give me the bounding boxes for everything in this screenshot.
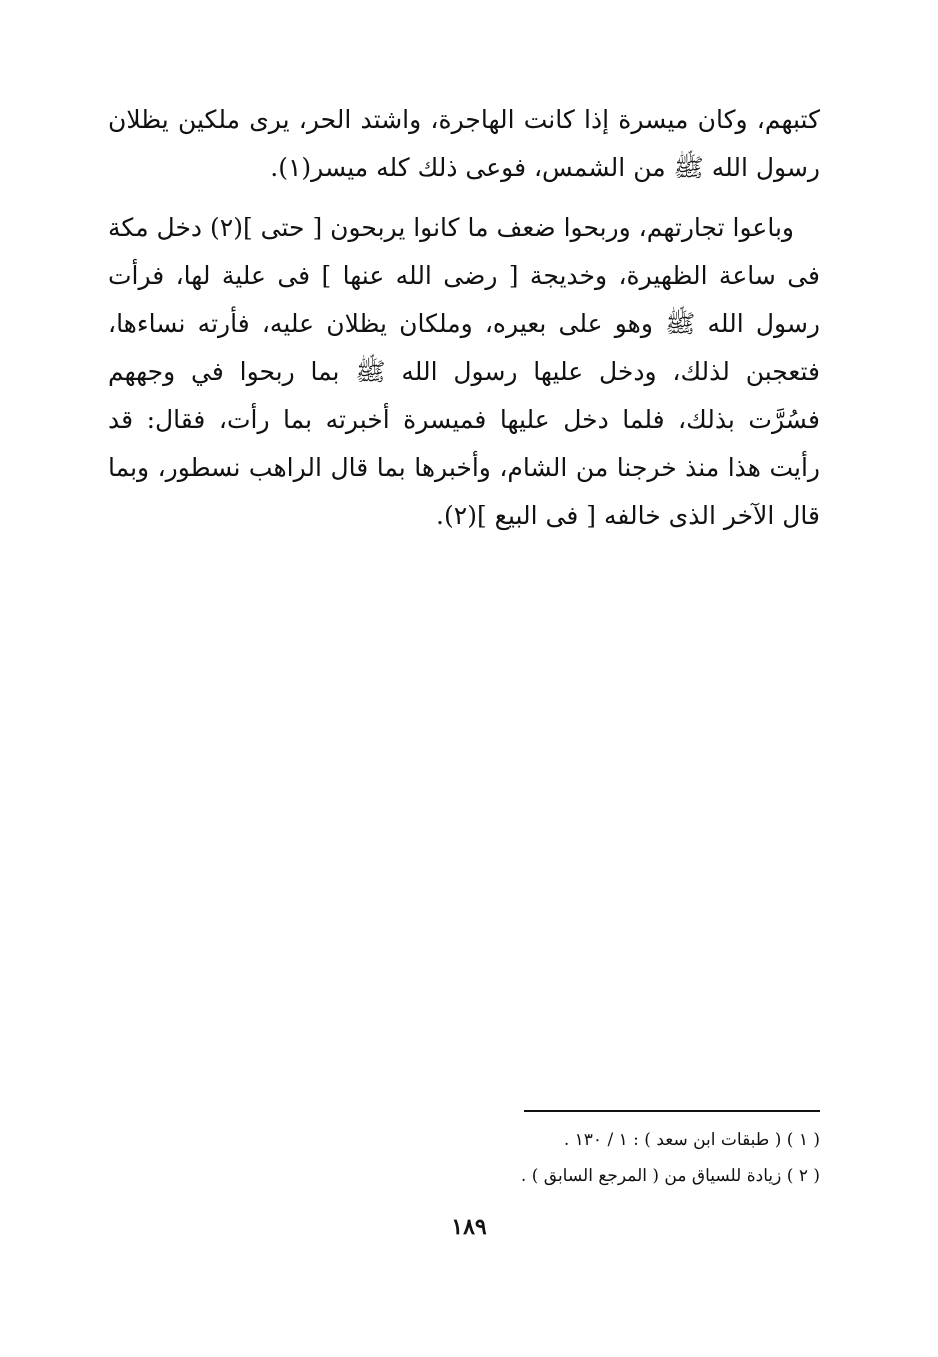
footnote-1: ( ١ ) ( طبقات ابن سعد ) : ١ / ١٣٠ . (563, 1130, 820, 1150)
paragraph-2: وباعوا تجارتهم، وربحوا ضعف ما كانوا يربحون [ حتى ](٢) دخل مكة فى ساعة الظهيرة، وخديجة [ رضى الله عنها ] فى علية لها، فرأت رسول الله ﷺ وهو على بعيره، وملكان يظلان عليه، فأرته نساءها، فتعجبن لذلك، ودخل عليها رسول الله ﷺ بما ربحوا في وجههم فسُرَّت بذلك، فلما دخل عليها فميسرة أخبرته بما رأت، فقال: قد رأيت هذا منذ خرجنا من الشام، وأخبرها بما قال الراهب نسطور، وبما قال الآخر الذى خالفه [ فى البيع ](٢). (108, 213, 820, 530)
footnote-separator (524, 1110, 820, 1112)
footnotes (400, 1122, 820, 1194)
main-text (108, 96, 820, 540)
page-number: ١٨٩ (451, 1214, 487, 1240)
paragraph-1: كتبهم، وكان ميسرة إذا كانت الهاجرة، واشتد الحر، يرى ملكين يظلان رسول الله ﷺ من الشمس، فوعى ذلك كله ميسر(١). (108, 105, 820, 182)
footnote-2: ( ٢ ) زيادة للسياق من ( المرجع السابق ) . (520, 1166, 820, 1186)
